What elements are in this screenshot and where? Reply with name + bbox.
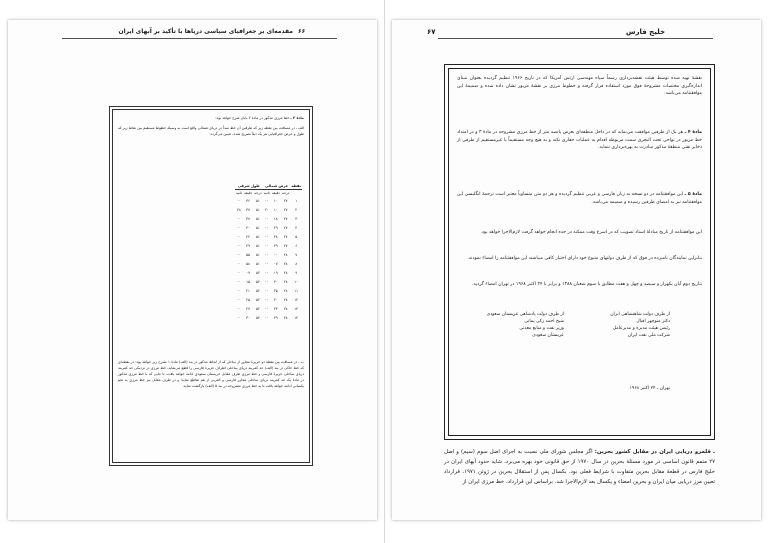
table-cell: ۲۱	[246, 288, 250, 293]
table-cell: ۰۰	[273, 252, 278, 257]
table-cell: ۱۲	[294, 297, 299, 302]
table-cell: ۵۱	[255, 225, 260, 230]
table-cell: ۲۸	[283, 261, 288, 266]
table-cell: ۲۷	[246, 306, 250, 311]
article-3-clause-alef: الف ـ در مسافت بین نقطه زیر که طرفین آن خط مبدأ در دریای شمالی واقع است به وسیلهٔ خطوط مستقیم بین نقاط زیر که طول و عرض جغرافیایی هر یک ذیلاً تصریح شده، تعیین می‌گردد:	[118, 126, 304, 136]
signatory-line: شرکت ملی نفت ایران	[627, 333, 670, 338]
table-cell: ۰۰	[264, 270, 269, 275]
table-row	[235, 304, 302, 313]
bahrain-section-paragraph	[444, 447, 715, 487]
article-5-paragraph	[457, 191, 702, 206]
map-reference-paragraph: نقشهٔ تهیه شده توسط هیئت نقشه‌برداری رسماً سپاه مهندسی ارتش آمریکا که در تاریخ ۱۹۶۶ تنظیم گردیده بعنوان مبنای اندازه‌گیری مختصات مشروحهٔ فوق مورد استفاده قرار گرفته و خطوط مرزی بر نقشهٔ مزبور نشان داده شده و ضمیمهٔ این موافقتنامه می‌باشد.	[457, 76, 702, 96]
table-cell: ۰۰	[264, 315, 269, 320]
table-row	[235, 277, 302, 286]
table-cell: ۲۹	[273, 225, 278, 230]
table-cell: ۲۸	[236, 207, 241, 212]
table-cell: ۴۹	[273, 243, 278, 248]
table-cell: ۰۰	[264, 225, 269, 230]
table-row	[235, 259, 302, 268]
table-cell: ۱۴	[294, 315, 299, 320]
col-header-longitude: طول شرقی	[235, 183, 263, 190]
coordinates-table	[235, 183, 302, 322]
table-cell: ۲	[295, 207, 298, 212]
col-subheader-degree: درجه	[254, 191, 262, 195]
table-cell: ۲۸	[283, 288, 288, 293]
table-cell: ۰۰	[236, 261, 241, 266]
table-cell: ۴۳	[273, 306, 278, 311]
table-cell: ۳	[295, 216, 298, 221]
table-cell: ۲۷	[283, 225, 288, 230]
table-cell: ۲۸	[283, 279, 288, 284]
running-header-title: خلیج فارس	[625, 28, 665, 36]
table-cell: ۰۰	[236, 315, 241, 320]
treaty-excerpt-box	[109, 106, 313, 466]
table-cell: ۰۰	[236, 234, 241, 239]
left-page	[8, 20, 377, 520]
table-cell: ۱۰	[294, 279, 299, 284]
table-cell: ۱	[295, 198, 298, 203]
section-text: اگر مجلس شورای ملی نسبت به اجرای اصل سوم (سیم) و اصل ۲۷ متمم قانون اساسی در مورد مسئلهٔ بحرین در سال ۱۹۷۰ از حق قانونی خود بهره می‌برد، شاید حدود آبهای ایران در خلیج فارس در قطعهٔ مقابل بحرین متفاوت با شرایط فعلی بود. بکسال پس از استقلال بحرین در ژوئن ۱۹۷۱، قرارداد تعیین مرز دریایی میان ایران و بحرین امضاء و یکسال بعد لازم‌الاجرا شد. براساس این قرارداد، خط مرزی ایران از	[444, 449, 716, 485]
table-cell: ۰۰	[264, 279, 269, 284]
table-cell: ۰۰	[264, 306, 269, 311]
table-cell: ۰۰	[264, 198, 269, 203]
table-cell: ۵۲	[255, 306, 260, 311]
table-cell: ۴	[295, 225, 298, 230]
table-cell: ۰۰	[236, 198, 241, 203]
table-cell: ۵۱	[255, 216, 260, 221]
table-cell: ۵۱	[255, 261, 260, 266]
table-cell: ۵۱	[255, 252, 260, 257]
table-cell: ۴۰	[246, 225, 250, 230]
table-cell: ۵۱	[255, 243, 260, 248]
table-cell: ۱۳	[294, 306, 299, 311]
table-cell: ۵۱	[255, 198, 260, 203]
table-row	[235, 241, 302, 250]
article-3-text: خط مرزی مذکور در مادهٔ ۲ بایان شرح خواهد بود:	[215, 116, 290, 120]
table-cell: ۰۰	[236, 243, 241, 248]
article-4-title: مادهٔ ۴ ـ	[684, 130, 702, 135]
signing-date-paragraph: بتاریخ دوم آبان یکهزار و سیصد و چهل و هفت مطابق با سوم شعبان ۱۳۸۸ و برابر با ۲۴ اکتبر ۱۹۶۸ در تهران امضاء گردید.	[472, 282, 702, 287]
table-row	[235, 295, 302, 304]
table-cell: ۰۰	[264, 297, 269, 302]
table-row	[235, 286, 302, 295]
table-row	[235, 205, 302, 214]
article-3-title: مادهٔ ۳ ـ	[290, 116, 304, 120]
table-cell: ۰۹	[246, 270, 250, 275]
table-cell: ۲۸	[283, 315, 288, 320]
table-cell: ۳۷	[246, 216, 250, 221]
signatory-line: دکتر منوچهر اقبال	[636, 319, 670, 324]
table-cell: ۰۰	[236, 288, 241, 293]
col-subheader-degree: درجه	[281, 191, 290, 195]
table-cell: ۲۷	[283, 207, 288, 212]
table-cell: ۲۸	[283, 252, 288, 257]
table-cell: ۱۸	[273, 216, 278, 221]
table-cell: ۵۱	[255, 234, 260, 239]
table-cell: ۹	[295, 270, 298, 275]
header-rule	[62, 38, 337, 39]
signatory-saudi-block	[487, 311, 564, 339]
table-cell: ۱۵	[246, 279, 250, 284]
table-cell: ۰۰	[236, 225, 241, 230]
table-row	[235, 250, 302, 259]
table-cell: ۲۷	[283, 198, 288, 203]
running-header-title: مقدمه‌ای بر جغرافیای سیاسی دریاها با تأکید بر آبهای ایران	[118, 28, 293, 35]
table-row	[235, 223, 302, 232]
table-cell: ۷	[295, 252, 298, 257]
table-row	[235, 313, 302, 322]
table-cell: ۰۰	[264, 252, 269, 257]
signatory-line: از طرف دولت پادشاهی عربستان سعودی	[486, 312, 564, 317]
table-cell: ۰۰	[236, 270, 241, 275]
signatory-iran-block	[610, 311, 670, 339]
table-cell: ۴۹	[273, 315, 278, 320]
table-cell: ۵۵	[246, 252, 250, 257]
page-number: ۶۶	[298, 28, 306, 35]
table-row	[235, 232, 302, 241]
table-row	[235, 268, 302, 277]
col-header-latitude: عرض شمالی	[263, 183, 291, 190]
table-cell: ۵۸	[246, 261, 250, 266]
section-heading: ـ قلمرو دریایی ایران در مقابل کشور بحرین:	[594, 449, 715, 455]
table-cell: ۳۰	[246, 315, 250, 320]
table-cell: ۲۰	[264, 207, 269, 212]
table-cell: ۶	[295, 243, 298, 248]
table-cell: ۳۰	[273, 279, 278, 284]
article-4-paragraph	[457, 129, 702, 152]
table-cell: ۰۰	[236, 297, 241, 302]
table-cell: ۰۰	[264, 216, 269, 221]
table-row	[235, 214, 302, 223]
col-header-point: نقطه	[291, 184, 301, 188]
signatory-line: رئیس هیئت مدیره و مدیرعامل	[612, 326, 670, 331]
table-cell: ۵۱	[255, 207, 260, 212]
col-subheader-second: ثانیه	[235, 191, 242, 195]
col-subheader-minute: دقیقه	[271, 191, 280, 195]
table-cell: ۲۷	[283, 234, 288, 239]
table-cell: ۳۵	[273, 288, 278, 293]
table-cell: ۲۸	[283, 270, 288, 275]
signatory-line: شیخ احمد زکی یمانی	[524, 319, 564, 324]
table-cell: ۱۹	[273, 270, 278, 275]
header-rule	[438, 38, 713, 39]
treaty-excerpt-box	[444, 64, 715, 440]
effective-date-paragraph: این موافقتنامه از تاریخ مبادلهٔ اسناد تصویب که در اسرع وقت ممکنه در جده انجام خواهد گرفت لازم‌الاجرا خواهد بود.	[480, 230, 702, 235]
article-5-text: این موافقتنامه در دو نسخه به زبان فارسی و عربی تنظیم گردیده و هر دو متن متساویاً معتبر است ترجمهٔ انگلیسی این موافقتنامه نیز به امضای طرفین رسیده و ضمیمه می‌باشد.	[457, 192, 702, 205]
article-5-title: مادهٔ ۵ ـ	[684, 192, 702, 197]
article-3-paragraph	[118, 115, 304, 121]
signatory-line: عربستان سعودی	[532, 333, 564, 338]
table-cell: ۵۲	[255, 297, 260, 302]
table-cell: ۲۷	[283, 216, 288, 221]
table-cell: ۲۸	[283, 297, 288, 302]
treaty-excerpt-inner-frame	[448, 68, 711, 436]
right-page	[392, 20, 761, 520]
col-subheader-minute: دقیقه	[243, 191, 253, 195]
table-cell: ۵۲	[255, 315, 260, 320]
table-cell: ۰۰	[264, 234, 269, 239]
signatory-line: از طرف دولت شاهنشاهی ایران	[610, 312, 670, 317]
table-cell: ۳۶	[246, 198, 250, 203]
table-cell: ۵۲	[255, 288, 260, 293]
table-cell: ۲۸	[283, 306, 288, 311]
table-cell: ۰۷	[273, 261, 278, 266]
table-cell: ۵	[295, 234, 298, 239]
table-cell: ۱۰	[273, 198, 278, 203]
table-cell: ۳۸	[273, 234, 278, 239]
table-cell: ۴۰	[273, 297, 278, 302]
table-cell: ۴۲	[246, 234, 250, 239]
table-cell: ۸	[295, 261, 298, 266]
table-cell: ۰۰	[264, 288, 269, 293]
page-number: ۶۷	[427, 28, 436, 36]
table-cell: ۰۰	[236, 252, 241, 257]
place-date-line: تهران ـ ۲۴ اکتبر ۱۹۶۸	[629, 386, 670, 391]
signatory-line: وزیر نفت و منابع معدنی	[519, 326, 564, 331]
table-cell: ۱۰	[273, 207, 278, 212]
witness-paragraph: بنابراین نمایندگان نامبرده در فوق که از طرف دولتهای متبوع خود دارای اختیار کافی میباشند این موافقتنامه را امضاء نمودند.	[467, 256, 702, 261]
table-cell: ۴۹	[246, 243, 250, 248]
article-3-clause-be: ب ـ در مسافت بین نقطهٔ دو جزیرهٔ مجاور از ساحل که از لحاظ مذکور در بند (الف) مادهٔ ۱ بشرح زیر خواهد بود: در نقطه‌ای که خط حاکی در بند (الف) حد کمربند دریای ساحلی اطراف جزیرهٔ فارسی را قطع می‌نماید، خط مرزی در نزدیکی حد کمربند دریای ساحلی جزیرهٔ فارسی و خط مرزی طرف مقابل خریستان سعودی ادامه خواهد یافت، تا جایی که با خط مرزی مذکور در مادهٔ یک حد کمربند دریای ساحلی مجاور فارسی و العربی از هم تقاطع نماید؛ و در طرف مقابل نیز خط مرزی به نحو یکسانی ادامه خواهد یافت تا به خط مرزی مشروحه در بند ۵ (الف) بازگشت نماید.	[118, 360, 304, 388]
table-cell: ۱۱	[294, 288, 299, 293]
table-cell: ۰۰	[236, 216, 241, 221]
table-row	[235, 196, 302, 205]
book-spine-divider	[384, 0, 385, 543]
table-cell: ۵۲	[255, 279, 260, 284]
article-4-text: هر یک از طرفین موافقت می‌نماید که در داخل منطقه‌ای بعرض پانصد متر از خط مرزی مشروحه در مادهٔ ۳ و در امتداد خط مزبور در نواحی تحت البحری سمت مربوطه اقدام به عملیات حفاری نکند و به هیچ وجه مستقیماً یا غیرمستقیم از طرفی از ذخایر نفتی منطقهٔ مذکور مبادرت به بهره‌برداری ننماید.	[457, 130, 702, 150]
table-cell: ۲۵	[246, 297, 250, 302]
table-cell: ۰۰	[264, 243, 269, 248]
table-cell: ۲۷	[283, 243, 288, 248]
table-cell: ۰۰	[236, 306, 241, 311]
table-cell: ۰۰	[264, 261, 269, 266]
table-cell: ۰۰	[236, 279, 241, 284]
table-cell: ۳۷	[246, 207, 250, 212]
col-subheader-second: ثانیه	[263, 191, 270, 195]
table-cell: ۵۲	[255, 270, 260, 275]
